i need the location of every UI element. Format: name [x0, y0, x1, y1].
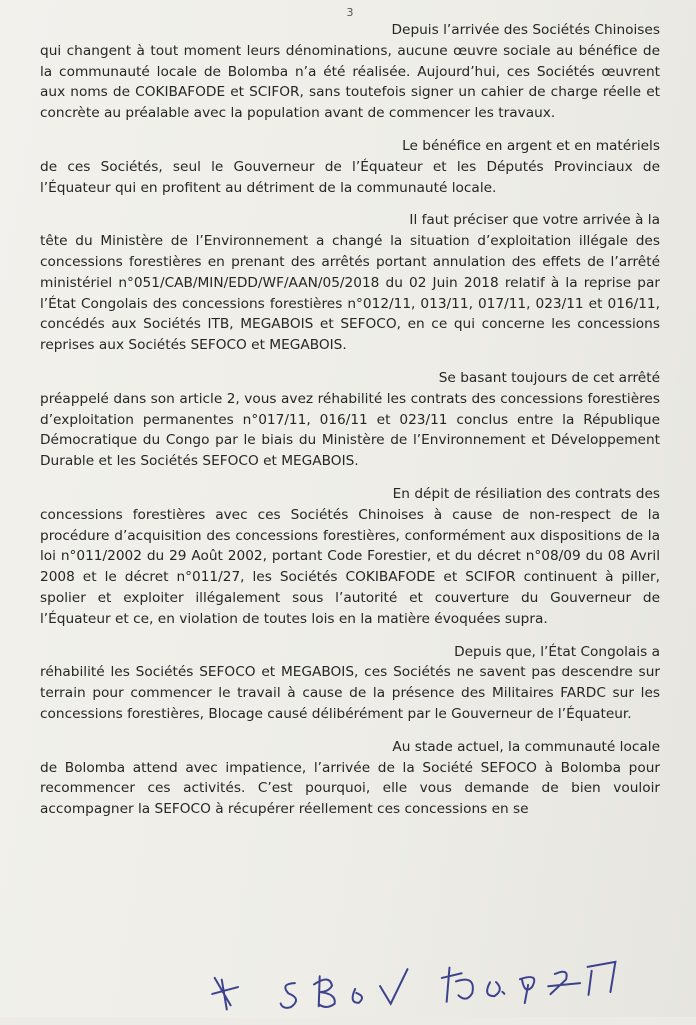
page-number: 3	[346, 6, 354, 19]
paragraph-body: qui changent à tout moment leurs dénominations, aucune œuvre sociale au bénéfice de la communauté locale de Bolomba n’a été réalisée. Aujourd’hui, ces Sociétés œuvrent aux noms de COKIBAFODE et SCIFOR, sans toutefois signer un cahier de charge réelle et concrète au préalable avec la population avant de commencer les travaux.	[40, 42, 660, 122]
paragraph-body: concessions forestières avec ces Sociétés Chinoises à cause de non-respect de la procédure d’acquisition des concessions forestières, conformément aux dispositions de la loi n°011/2002 du 29 Août 2002, portant Code Forestier, et du décret n°08/09 du 08 Avril 2008 et le décret n°011/27, les Sociétés COKIBAFODE et SCIFOR continuent à piller, spolier et exploiter illégalement sous l’autorité et couverture du Gouverneur de l’Équateur et ce, en violation de toutes lois en la matière évoquées supra.	[40, 506, 660, 627]
paragraph-ministry-arrival	[40, 210, 660, 356]
handwritten-signature	[209, 950, 670, 1016]
paragraph-lead: Se basant toujours de cet arrêté	[438, 369, 660, 386]
paragraph-body: de ces Sociétés, seul le Gouverneur de l’Équateur et les Députés Provinciaux de l’Équateur qui en profitent au détriment de la communauté locale.	[40, 158, 660, 196]
paragraph-fardc-blockage	[40, 642, 660, 725]
paragraph-chinese-companies	[40, 20, 660, 124]
paragraph-benefits	[40, 136, 660, 198]
paragraph-current-stage	[40, 737, 660, 820]
paragraph-lead: Au stade actuel, la communauté locale	[392, 738, 660, 755]
signature-scribble	[209, 950, 670, 1016]
paragraph-lead: Depuis l’arrivée des Sociétés Chinoises	[391, 22, 660, 38]
paragraph-lead: En dépit de résiliation des contrats des	[392, 485, 660, 502]
paragraph-lead: Il faut préciser que votre arrivée à la	[409, 212, 660, 229]
paragraph-lead: Depuis que, l’État Congolais a	[454, 643, 660, 660]
paragraph-body: de Bolomba attend avec impatience, l’arrivée de la Société SEFOCO à Bolomba pour recommencer ces activités. C’est pourquoi, elle vous demande de bien vouloir accompagner la SEFOCO à récupérer réellement ces concessions en se	[40, 759, 660, 818]
paragraph-body: préappelé dans son article 2, vous avez réhabilité les contrats des concessions forestières d’exploitation permanentes n°017/11, 016/11 et 023/11 conclus entre la République Démocratique du Congo par le biais du Ministère de l’Environnement et Développement Durable et les Sociétés SEFOCO et MEGABOIS.	[40, 390, 660, 470]
paragraph-body: réhabilité les Sociétés SEFOCO et MEGABOIS, ces Sociétés ne savent pas descendre sur terrain pour commencer le travail à cause de la présence des Militaires FARDC sur les concessions forestières, Blocage causé délibérément par le Gouverneur de l’Équateur.	[40, 664, 660, 722]
paragraph-lead: Le bénéfice en argent et en matériels	[402, 137, 660, 154]
paragraph-contract-termination	[40, 484, 660, 630]
paragraph-body: tête du Ministère de l’Environnement a changé la situation d’exploitation illégale des concessions forestières en prenant des arrêtés portant annulation des effets de l’arrêté ministériel n°051/CAB/MIN/EDD/WF/AAN/05/2018 du 02 Juin 2018 relatif à la reprise par l’État Congolais des concessions forestières n°012/11, 013/11, 017/11, 023/11 et 016/11, concédés aux Sociétés ITB, MEGABOIS et SEFOCO, en ce qui concerne les concessions reprises aux Sociétés SEFOCO et MEGABOIS.	[40, 233, 660, 354]
paragraph-rehabilitation	[40, 368, 660, 472]
